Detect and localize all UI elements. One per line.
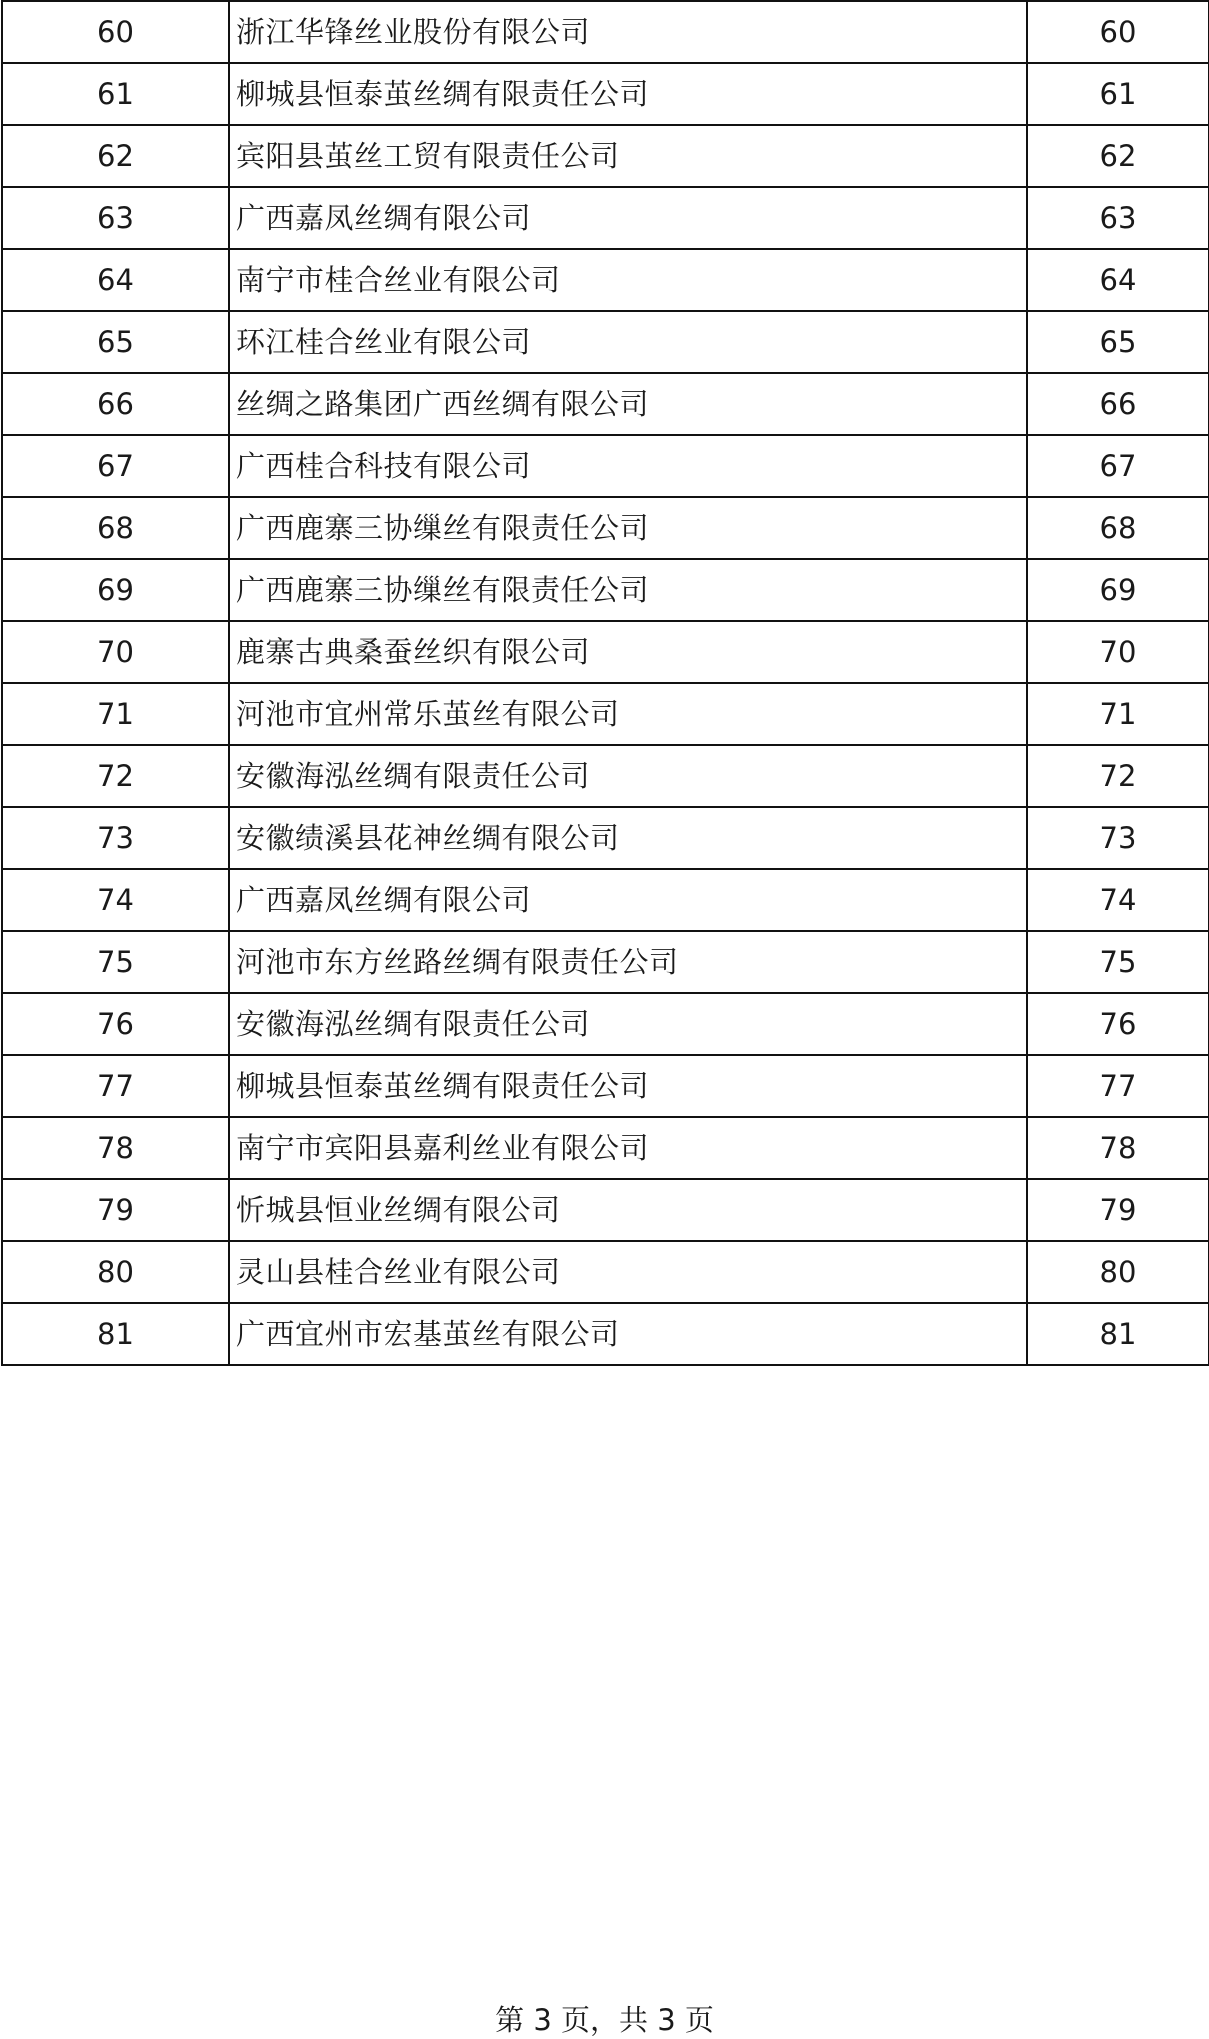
row-number-cell: 71: [2, 683, 229, 745]
row-number-cell: 66: [2, 373, 229, 435]
company-name-cell: 宾阳县茧丝工贸有限责任公司: [229, 125, 1027, 187]
row-value-cell: 80: [1027, 1241, 1209, 1303]
company-name-cell: 广西嘉凤丝绸有限公司: [229, 869, 1027, 931]
row-value-cell: 77: [1027, 1055, 1209, 1117]
table-row: [2, 1179, 1209, 1241]
table-row: [2, 869, 1209, 931]
company-name-cell: 河池市东方丝路丝绸有限责任公司: [229, 931, 1027, 993]
table-row: [2, 249, 1209, 311]
row-number-cell: 76: [2, 993, 229, 1055]
company-name-cell: 广西嘉凤丝绸有限公司: [229, 187, 1027, 249]
row-number-cell: 74: [2, 869, 229, 931]
company-name-cell: 安徽海泓丝绸有限责任公司: [229, 745, 1027, 807]
table-row: [2, 683, 1209, 745]
row-number-cell: 78: [2, 1117, 229, 1179]
table-row: [2, 435, 1209, 497]
table-row: [2, 745, 1209, 807]
row-number-cell: 61: [2, 63, 229, 125]
table-row: [2, 187, 1209, 249]
row-value-cell: 69: [1027, 559, 1209, 621]
table-body: [2, 1, 1209, 1365]
row-number-cell: 68: [2, 497, 229, 559]
row-number-cell: 64: [2, 249, 229, 311]
row-value-cell: 61: [1027, 63, 1209, 125]
row-value-cell: 68: [1027, 497, 1209, 559]
row-number-cell: 81: [2, 1303, 229, 1365]
company-name-cell: 柳城县恒泰茧丝绸有限责任公司: [229, 1055, 1027, 1117]
table-row: [2, 993, 1209, 1055]
company-name-cell: 安徽绩溪县花神丝绸有限公司: [229, 807, 1027, 869]
row-number-cell: 72: [2, 745, 229, 807]
table-row: [2, 1241, 1209, 1303]
company-name-cell: 忻城县恒业丝绸有限公司: [229, 1179, 1027, 1241]
company-name-cell: 灵山县桂合丝业有限公司: [229, 1241, 1027, 1303]
company-name-cell: 丝绸之路集团广西丝绸有限公司: [229, 373, 1027, 435]
row-number-cell: 60: [2, 1, 229, 63]
table-row: [2, 125, 1209, 187]
company-name-cell: 广西宜州市宏基茧丝有限公司: [229, 1303, 1027, 1365]
row-value-cell: 60: [1027, 1, 1209, 63]
row-value-cell: 67: [1027, 435, 1209, 497]
row-number-cell: 79: [2, 1179, 229, 1241]
row-number-cell: 63: [2, 187, 229, 249]
row-value-cell: 73: [1027, 807, 1209, 869]
table-row: [2, 1, 1209, 63]
company-name-cell: 广西鹿寨三协缫丝有限责任公司: [229, 559, 1027, 621]
row-value-cell: 74: [1027, 869, 1209, 931]
table-row: [2, 311, 1209, 373]
page-footer: 第 3 页，共 3 页: [495, 2003, 714, 2037]
row-number-cell: 70: [2, 621, 229, 683]
company-name-cell: 南宁市宾阳县嘉利丝业有限公司: [229, 1117, 1027, 1179]
company-name-cell: 安徽海泓丝绸有限责任公司: [229, 993, 1027, 1055]
company-name-cell: 环江桂合丝业有限公司: [229, 311, 1027, 373]
row-number-cell: 65: [2, 311, 229, 373]
row-value-cell: 65: [1027, 311, 1209, 373]
company-name-cell: 浙江华锋丝业股份有限公司: [229, 1, 1027, 63]
row-number-cell: 62: [2, 125, 229, 187]
row-number-cell: 75: [2, 931, 229, 993]
company-name-cell: 柳城县恒泰茧丝绸有限责任公司: [229, 63, 1027, 125]
row-value-cell: 81: [1027, 1303, 1209, 1365]
table-row: [2, 1117, 1209, 1179]
row-value-cell: 75: [1027, 931, 1209, 993]
row-value-cell: 63: [1027, 187, 1209, 249]
table-row: [2, 621, 1209, 683]
company-name-cell: 河池市宜州常乐茧丝有限公司: [229, 683, 1027, 745]
row-value-cell: 79: [1027, 1179, 1209, 1241]
row-number-cell: 77: [2, 1055, 229, 1117]
row-number-cell: 73: [2, 807, 229, 869]
row-value-cell: 71: [1027, 683, 1209, 745]
table-row: [2, 559, 1209, 621]
company-name-cell: 广西鹿寨三协缫丝有限责任公司: [229, 497, 1027, 559]
row-value-cell: 66: [1027, 373, 1209, 435]
table-row: [2, 373, 1209, 435]
company-name-cell: 鹿寨古典桑蚕丝织有限公司: [229, 621, 1027, 683]
company-name-cell: 南宁市桂合丝业有限公司: [229, 249, 1027, 311]
row-number-cell: 80: [2, 1241, 229, 1303]
table-row: [2, 497, 1209, 559]
table-row: [2, 63, 1209, 125]
table-row: [2, 807, 1209, 869]
table-row: [2, 1055, 1209, 1117]
row-value-cell: 76: [1027, 993, 1209, 1055]
company-table: [1, 0, 1209, 1366]
row-value-cell: 70: [1027, 621, 1209, 683]
table-row: [2, 931, 1209, 993]
company-name-cell: 广西桂合科技有限公司: [229, 435, 1027, 497]
row-value-cell: 78: [1027, 1117, 1209, 1179]
row-value-cell: 72: [1027, 745, 1209, 807]
row-number-cell: 67: [2, 435, 229, 497]
row-number-cell: 69: [2, 559, 229, 621]
row-value-cell: 64: [1027, 249, 1209, 311]
row-value-cell: 62: [1027, 125, 1209, 187]
table-row: [2, 1303, 1209, 1365]
